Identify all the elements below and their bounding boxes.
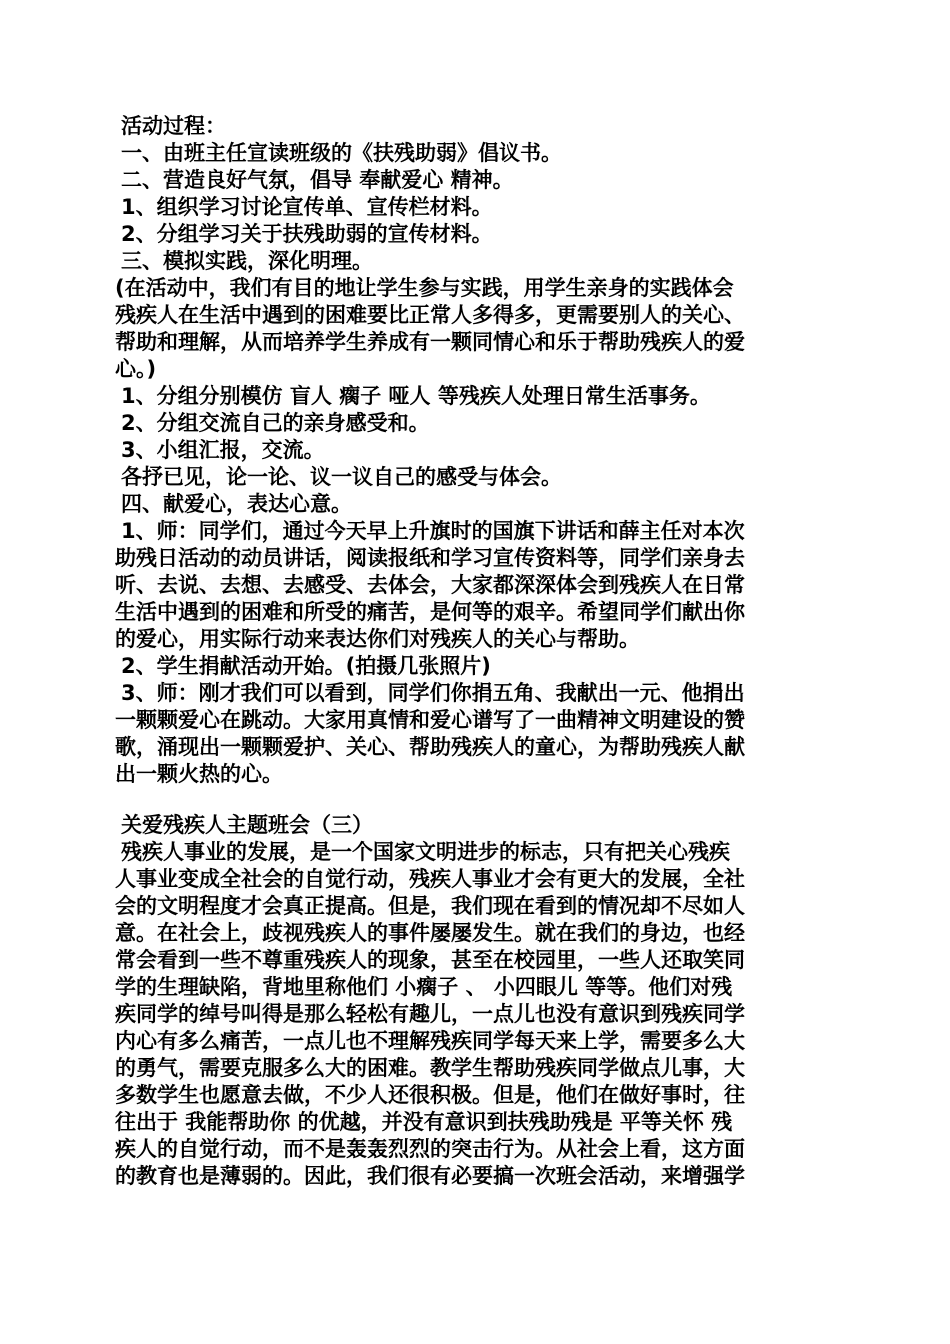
text-line: 3、师：刚才我们可以看到，同学们你捐五角、我献出一元、他捐出 [121,681,745,705]
text-line: 疾同学的绰号叫得是那么轻松有趣儿，一点儿也没有意识到残疾同学 [115,1002,745,1026]
text-line: 各抒已见，论一论、议一议自己的感受与体会。 [121,465,562,489]
document-body [115,113,840,1217]
text-line: 内心有多么痛苦，一点儿也不理解残疾同学每天来上学，需要多么大 [115,1029,745,1053]
text-line: 残疾人在生活中遇到的困难要比正常人多得多，更需要别人的关心、 [115,303,745,327]
text-line: 疾人的自觉行动，而不是轰轰烈烈的突击行为。从社会上看，这方面 [115,1137,745,1161]
section-title: 关爱残疾人主题班会（三） [121,813,373,837]
text-line: 一颗颗爱心在跳动。大家用真情和爱心谱写了一曲精神文明建设的赞 [115,708,745,732]
text-line: 1、组织学习讨论宣传单、宣传栏材料。 [121,195,493,219]
text-line: 心。) [115,357,157,381]
text-line: 意。在社会上，歧视残疾人的事件屡屡发生。就在我们的身边，也经 [115,921,745,945]
text-line: 1、师：同学们，通过今天早上升旗时的国旗下讲话和薛主任对本次 [121,519,745,543]
text-line: 帮助和理解，从而培养学生养成有一颗同情心和乐于帮助残疾人的爱 [115,330,745,354]
text-line: (在活动中，我们有目的地让学生参与实践，用学生亲身的实践体会 [115,276,734,300]
text-line: 会的文明程度才会真正提高。但是，我们现在看到的情况却不尽如人 [115,894,745,918]
text-line: 的教育也是薄弱的。因此，我们很有必要搞一次班会活动，来增强学 [115,1164,745,1188]
text-line: 学的生理缺陷，背地里称他们 小瘸子 、 小四眼儿 等等。他们对残 [115,975,733,999]
text-line: 生活中遇到的困难和所受的痛苦，是何等的艰辛。希望同学们献出你 [115,600,745,624]
text-line: 三、模拟实践，深化明理。 [121,249,373,273]
text-line: 往出于 我能帮助你 的优越，并没有意识到扶残助残是 平等关怀 残 [115,1110,733,1134]
text-line [115,1190,840,1217]
text-line: 歌，涌现出一颗颗爱护、关心、帮助残疾人的童心，为帮助残疾人献 [115,735,745,759]
text-line: 的勇气，需要克服多么大的困难。教学生帮助残疾同学做点儿事，大 [115,1056,745,1080]
text-line: 常会看到一些不尊重残疾人的现象，甚至在校园里，一些人还取笑同 [115,948,745,972]
text-line: 2、分组交流自己的亲身感受和。 [121,411,430,435]
text-line: 二、营造良好气氛，倡导 奉献爱心 精神。 [121,168,514,192]
text-line: 四、献爱心，表达心意。 [121,492,352,516]
text-line: 3、小组汇报，交流。 [121,438,325,462]
text-line: 2、分组学习关于扶残助弱的宣传材料。 [121,222,493,246]
text-line: 听、去说、去想、去感受、去体会，大家都深深体会到残疾人在日常 [115,573,745,597]
text-line: 出一颗火热的心。 [115,762,283,786]
text-line: 残疾人事业的发展，是一个国家文明进步的标志，只有把关心残疾 [121,840,730,864]
text-line: 助残日活动的动员讲话，阅读报纸和学习宣传资料等，同学们亲身去 [115,546,745,570]
section-class-meeting [115,812,840,1217]
text-line: 人事业变成全社会的自觉行动，残疾人事业才会有更大的发展，全社 [115,867,745,891]
text-line: 2、学生捐献活动开始。(拍摄几张照片) [121,654,491,678]
text-line: 一、由班主任宣读班级的《扶残助弱》倡议书。 [121,141,562,165]
section-activity-process [115,113,840,788]
section-gap [115,788,840,812]
text-line: 多数学生也愿意去做，不少人还很积极。但是，他们在做好事时，往 [115,1083,745,1107]
text-line: 的爱心，用实际行动来表达你们对残疾人的关心与帮助。 [115,627,640,651]
text-line: 活动过程： [121,114,226,138]
text-line: 1、分组分别模仿 盲人 瘸子 哑人 等残疾人处理日常生活事务。 [121,384,711,408]
